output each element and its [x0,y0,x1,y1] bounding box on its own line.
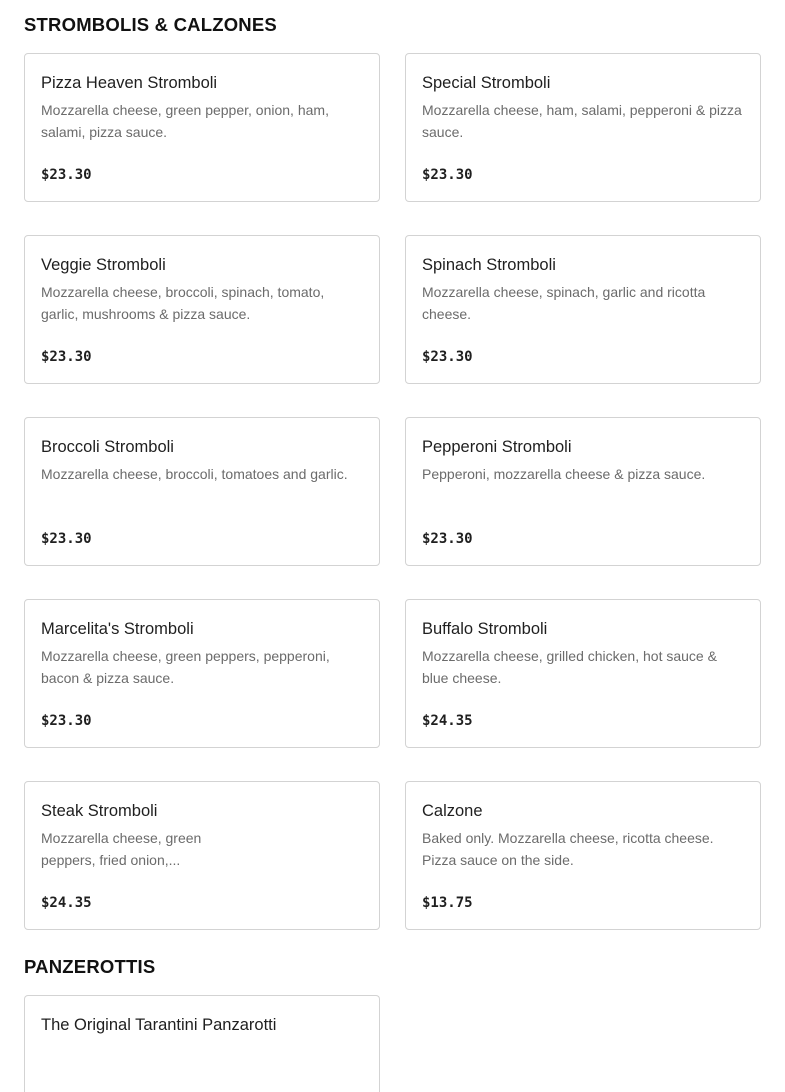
menu-item-name: Veggie Stromboli [41,256,166,274]
menu-item-price: $23.30 [41,713,92,729]
menu-item-description: Mozzarella cheese, green pepper, onion, ham, salami, pizza sauce. [41,102,329,140]
menu-item-price: $23.30 [41,531,92,547]
menu-item-card[interactable] [24,995,380,1092]
menu-item-card[interactable] [24,53,380,202]
menu-item-description: Mozzarella cheese, green peppers, pepperoni, bacon & pizza sauce. [41,648,330,686]
menu-item-description: Mozzarella cheese, green peppers, fried onion,... [41,830,202,868]
menu-item-description: Baked only. Mozzarella cheese, ricotta cheese. Pizza sauce on the side. [422,830,714,868]
menu-item-name: Broccoli Stromboli [41,438,174,456]
menu-item-description: Mozzarella cheese, spinach, garlic and ricotta cheese. [422,284,706,322]
menu-item-price: $24.35 [41,895,92,911]
menu-item-price: $13.75 [422,895,473,911]
menu-item-price: $23.30 [422,531,473,547]
menu-item-card[interactable] [24,599,380,748]
menu-item-name: Special Stromboli [422,74,551,92]
menu-item-card[interactable] [405,53,761,202]
menu-item-description: Mozzarella cheese, ham, salami, pepperoni & pizza sauce. [422,102,742,140]
menu-item-name: Steak Stromboli [41,802,158,820]
menu-item-name: Buffalo Stromboli [422,620,548,638]
menu-item-name: The Original Tarantini Panzarotti [41,1016,277,1034]
menu-item-name: Pepperoni Stromboli [422,438,572,456]
section-title-panzerottis: PANZEROTTIS [24,956,156,977]
menu-item-description: Mozzarella cheese, broccoli, tomatoes and garlic. [41,466,348,482]
menu-item-card[interactable] [405,235,761,384]
menu-item-card[interactable] [405,781,761,930]
menu-item-card[interactable] [24,417,380,566]
menu-item-price: $23.30 [422,167,473,183]
menu-item-description: Pepperoni, mozzarella cheese & pizza sauce. [422,466,706,482]
menu-item-name: Calzone [422,802,483,820]
menu-item-card[interactable] [405,599,761,748]
section-title-strombolis: STROMBOLIS & CALZONES [24,14,277,35]
menu-item-price: $23.30 [41,349,92,365]
menu-item-name: Pizza Heaven Stromboli [41,74,218,92]
menu-item-card[interactable] [24,235,380,384]
menu-item-card[interactable] [405,417,761,566]
menu-item-name: Spinach Stromboli [422,256,556,274]
menu-item-description: Mozzarella cheese, broccoli, spinach, tomato, garlic, mushrooms & pizza sauce. [41,284,325,322]
menu-item-price: $23.30 [422,349,473,365]
menu-item-name: Marcelita's Stromboli [41,620,194,638]
menu-item-price: $23.30 [41,167,92,183]
menu-item-description: Mozzarella cheese, grilled chicken, hot sauce & blue cheese. [422,648,717,686]
menu-item-price: $24.35 [422,713,473,729]
menu-item-card[interactable] [24,781,380,930]
